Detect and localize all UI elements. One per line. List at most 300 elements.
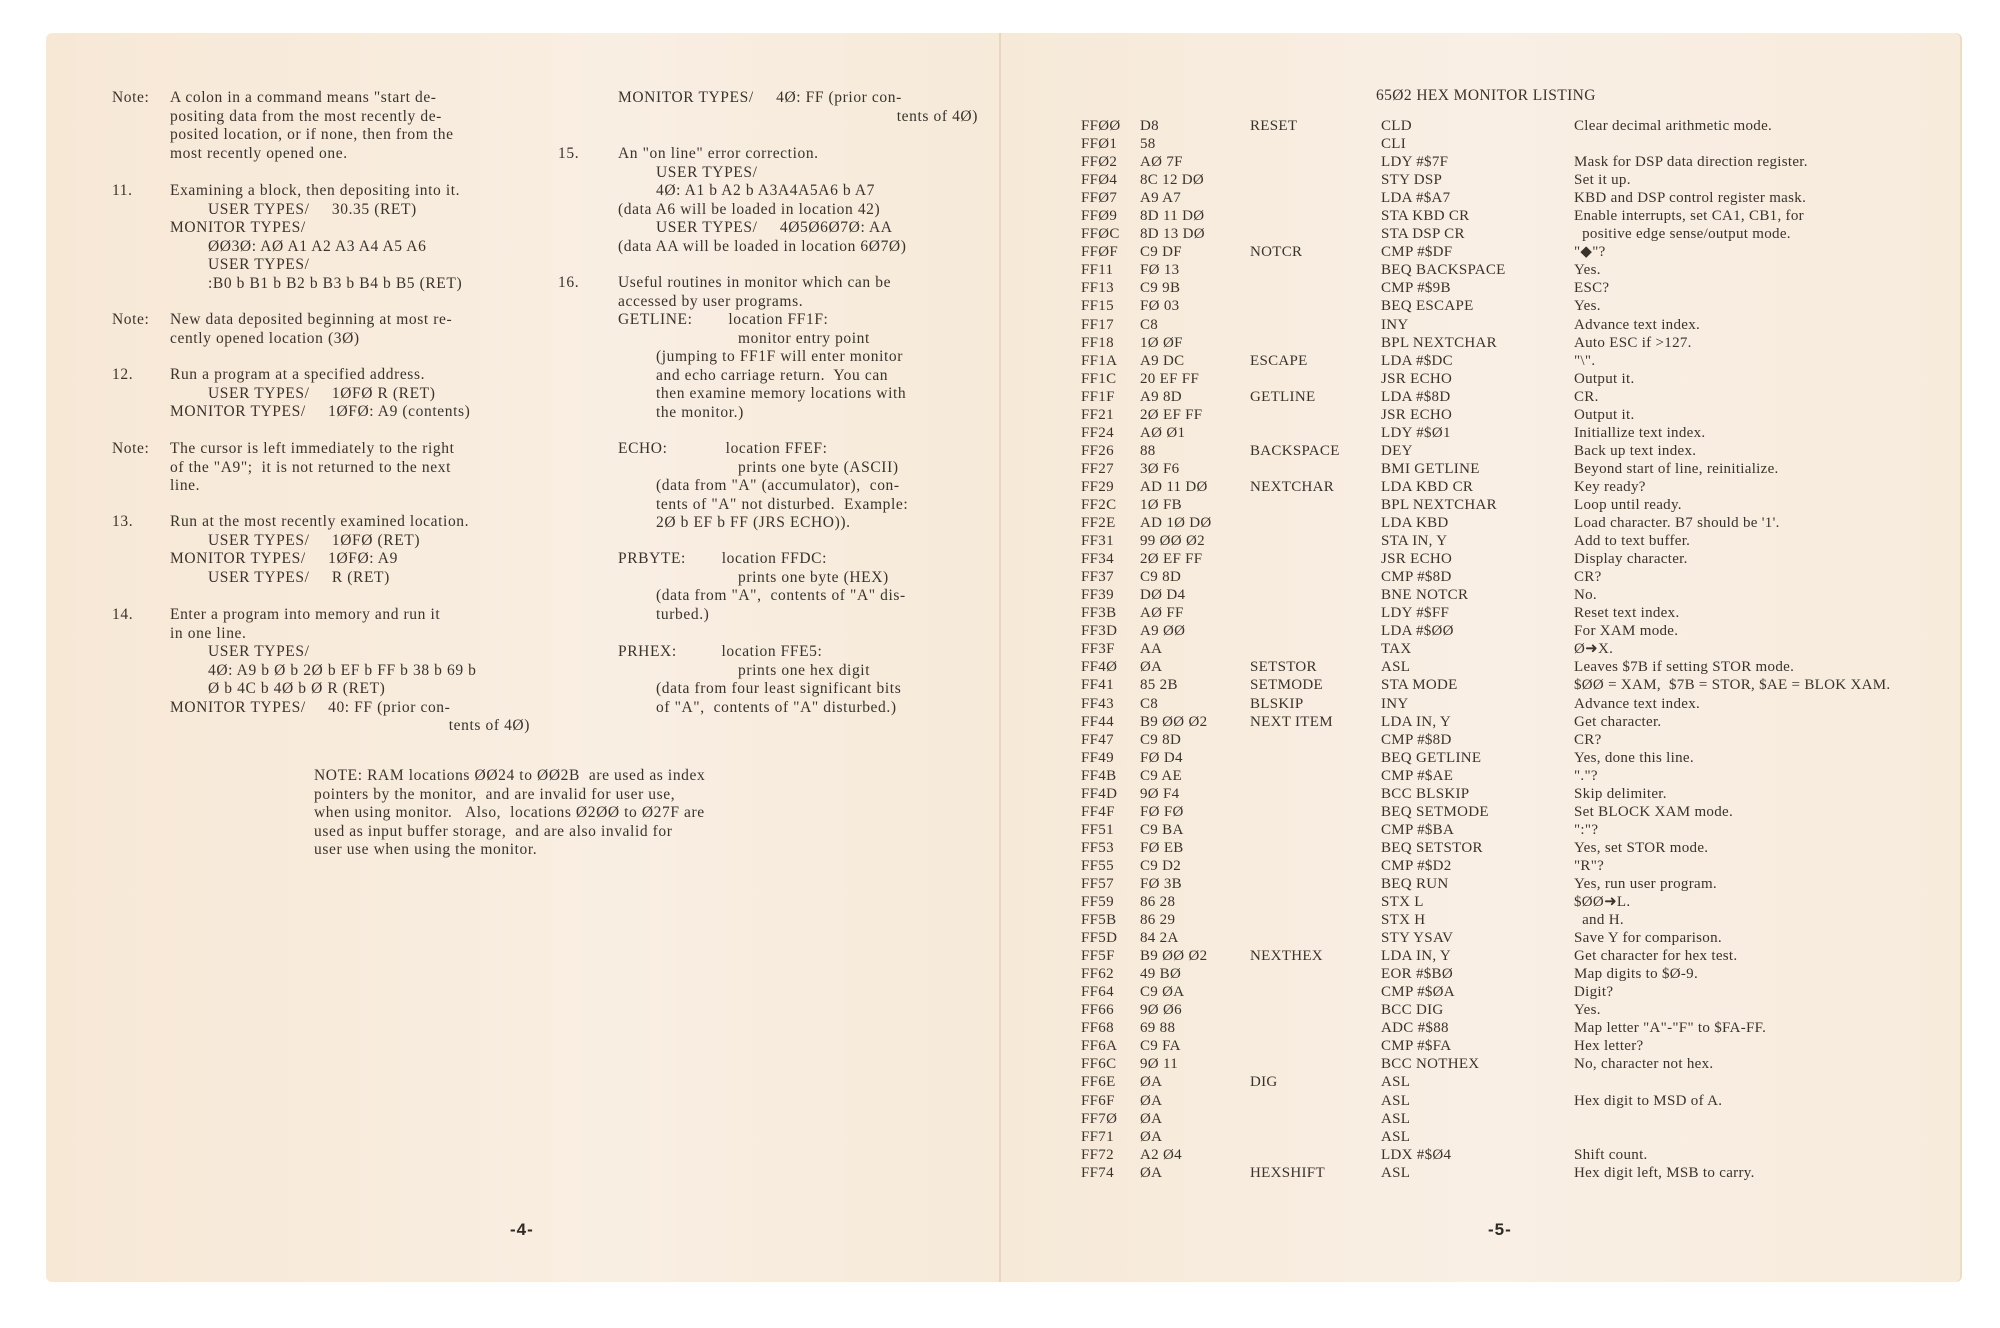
comment-cell: Map letter "A"-"F" to $FA-FF. bbox=[1574, 1020, 1767, 1037]
text-line: GETLINE: location FF1F: bbox=[618, 311, 829, 328]
comment-cell: Clear decimal arithmetic mode. bbox=[1574, 118, 1773, 134]
comment-cell: CR? bbox=[1574, 569, 1602, 586]
bytes-cell: 49 BØ bbox=[1140, 966, 1182, 983]
address-cell: FFØ2 bbox=[1081, 154, 1118, 171]
instruction-cell: BPL NEXTCHAR bbox=[1381, 496, 1497, 513]
address-cell: FF2E bbox=[1081, 515, 1116, 532]
text-line: prints one hex digit bbox=[738, 661, 871, 679]
comment-cell: $ØØ = XAM, $7B = STOR, $AE = BLOK XAM. bbox=[1574, 677, 1891, 694]
instruction-cell: JSR ECHO bbox=[1381, 406, 1453, 423]
instruction-cell: ASL bbox=[1381, 1092, 1411, 1109]
comment-cell: Enable interrupts, set CA1, CB1, for bbox=[1574, 208, 1804, 225]
text-line: (jumping to FF1F will enter monitor bbox=[656, 348, 904, 365]
text-line: USER TYPES/ bbox=[208, 643, 310, 660]
instruction-cell: INY bbox=[1381, 316, 1409, 333]
bytes-cell: FØ D4 bbox=[1140, 749, 1183, 766]
bytes-cell: 8D 13 DØ bbox=[1140, 226, 1205, 243]
listing-row bbox=[1081, 604, 1961, 622]
instruction-cell: ASL bbox=[1381, 659, 1411, 676]
text-line: monitor entry point bbox=[738, 329, 870, 347]
bytes-cell: 8C 12 DØ bbox=[1140, 172, 1205, 189]
address-cell: FF49 bbox=[1081, 749, 1114, 766]
text-line: (data AA will be loaded in location 6Ø7Ø) bbox=[618, 237, 907, 255]
listing-row bbox=[1081, 676, 1961, 694]
address-cell: FF64 bbox=[1081, 984, 1114, 1001]
address-cell: FF57 bbox=[1081, 875, 1114, 892]
bytes-cell: B9 ØØ Ø2 bbox=[1140, 948, 1208, 965]
listing-row bbox=[1081, 135, 1961, 153]
comment-cell: "R"? bbox=[1574, 857, 1605, 874]
comment-cell: Yes. bbox=[1574, 1002, 1601, 1019]
instruction-cell: LDY #$7F bbox=[1381, 154, 1449, 171]
label-cell: BLSKIP bbox=[1250, 695, 1304, 712]
address-cell: FF3D bbox=[1081, 623, 1118, 640]
text-line: PRHEX: location FFE5: bbox=[618, 643, 823, 660]
text-line: 4Ø: A9 b Ø b 2Ø b EF b FF b 38 b 69 b bbox=[208, 661, 477, 679]
comment-cell: Get character for hex test. bbox=[1574, 948, 1738, 965]
instruction-cell: EOR #$BØ bbox=[1381, 966, 1453, 983]
comment-cell: Yes, set STOR mode. bbox=[1574, 839, 1709, 856]
instruction-cell: LDA #$8D bbox=[1381, 388, 1451, 405]
address-cell: FF44 bbox=[1081, 713, 1114, 730]
listing-row bbox=[1081, 983, 1961, 1001]
text-line: prints one byte (ASCII) bbox=[738, 458, 899, 476]
label-cell: SETSTOR bbox=[1250, 659, 1317, 676]
listing-row bbox=[1081, 568, 1961, 586]
address-cell: FF7Ø bbox=[1081, 1110, 1118, 1127]
listing-row bbox=[1081, 785, 1961, 803]
bytes-cell: AD 11 DØ bbox=[1140, 478, 1208, 495]
address-cell: FF11 bbox=[1081, 262, 1114, 279]
listing-row bbox=[1081, 1164, 1961, 1182]
item-label: 13. bbox=[112, 513, 134, 530]
address-cell: FF4F bbox=[1081, 803, 1115, 820]
listing-row bbox=[1081, 875, 1961, 893]
hex-monitor-listing bbox=[1081, 117, 1961, 1182]
instruction-cell: ADC #$88 bbox=[1381, 1020, 1449, 1037]
text-line: of the "A9"; it is not returned to the next bbox=[170, 458, 451, 476]
bytes-cell: C9 AE bbox=[1140, 767, 1182, 784]
instruction-cell: CMP #$9B bbox=[1381, 280, 1451, 297]
listing-row bbox=[1081, 279, 1961, 297]
instruction-cell: BCC NOTHEX bbox=[1381, 1056, 1480, 1073]
instruction-cell: STA MODE bbox=[1381, 677, 1458, 694]
comment-cell: Output it. bbox=[1574, 370, 1635, 387]
comment-cell: Reset text index. bbox=[1574, 605, 1680, 622]
text-line: New data deposited beginning at most re- bbox=[170, 311, 453, 328]
comment-cell: Yes, done this line. bbox=[1574, 749, 1694, 766]
label-cell: BACKSPACE bbox=[1250, 442, 1340, 459]
text-line: Examining a block, then depositing into it. bbox=[170, 182, 461, 199]
instruction-cell: LDA #$DC bbox=[1381, 352, 1453, 369]
address-cell: FF6F bbox=[1081, 1092, 1115, 1109]
comment-cell: positive edge sense/output mode. bbox=[1574, 226, 1791, 243]
text-line: A colon in a command means "start de- bbox=[170, 89, 437, 106]
comment-cell: Set BLOCK XAM mode. bbox=[1574, 803, 1734, 820]
instruction-cell: JSR ECHO bbox=[1381, 370, 1453, 387]
comment-cell: Yes. bbox=[1574, 262, 1601, 279]
bytes-cell: AD 1Ø DØ bbox=[1140, 515, 1212, 532]
comment-cell: Initiallize text index. bbox=[1574, 424, 1706, 441]
address-cell: FF62 bbox=[1081, 966, 1114, 983]
address-cell: FF68 bbox=[1081, 1020, 1114, 1037]
comment-cell: No. bbox=[1574, 587, 1597, 604]
bytes-cell: 84 2A bbox=[1140, 930, 1179, 947]
bytes-cell: 58 bbox=[1140, 136, 1156, 153]
text-line: USER TYPES/ 4Ø5Ø6Ø7Ø: AA bbox=[656, 219, 893, 236]
text-line: 4Ø: A1 b A2 b A3A4A5A6 b A7 bbox=[656, 182, 876, 199]
bytes-cell: C9 ØA bbox=[1140, 984, 1185, 1001]
address-cell: FF13 bbox=[1081, 280, 1114, 297]
instruction-cell: BEQ BACKSPACE bbox=[1381, 262, 1506, 279]
instruction-cell: ASL bbox=[1381, 1128, 1411, 1145]
address-cell: FF66 bbox=[1081, 1002, 1114, 1019]
listing-row bbox=[1081, 297, 1961, 315]
page-number-left: -4- bbox=[510, 1220, 534, 1239]
address-cell: FF5B bbox=[1081, 912, 1117, 929]
address-cell: FF1F bbox=[1081, 388, 1115, 405]
listing-row bbox=[1081, 695, 1961, 713]
comment-cell: "◆"? bbox=[1574, 244, 1606, 261]
label-cell: NEXTCHAR bbox=[1250, 478, 1335, 495]
bytes-cell: C9 8D bbox=[1140, 731, 1182, 748]
bytes-cell: ØA bbox=[1140, 1128, 1163, 1145]
bytes-cell: A9 8D bbox=[1140, 388, 1182, 405]
label-cell: DIG bbox=[1250, 1074, 1278, 1091]
instruction-cell: CMP #$8D bbox=[1381, 731, 1452, 748]
instruction-cell: LDY #$FF bbox=[1381, 605, 1450, 622]
comment-cell: Leaves $7B if setting STOR mode. bbox=[1574, 659, 1795, 676]
text-line: USER TYPES/ 1ØFØ R (RET) bbox=[208, 384, 436, 402]
instruction-cell: ASL bbox=[1381, 1074, 1411, 1091]
text-line: Run a program at a specified address. bbox=[170, 366, 426, 383]
instruction-cell: LDA IN, Y bbox=[1381, 713, 1452, 730]
address-cell: FF27 bbox=[1081, 460, 1114, 477]
text-line: ECHO: location FFEF: bbox=[618, 440, 828, 457]
instruction-cell: BEQ SETMODE bbox=[1381, 803, 1489, 820]
text-line: in one line. bbox=[170, 624, 247, 642]
instruction-cell: BEQ RUN bbox=[1381, 875, 1449, 892]
listing-row bbox=[1081, 658, 1961, 676]
address-cell: FFØ9 bbox=[1081, 208, 1118, 225]
comment-cell: Load character. B7 should be '1'. bbox=[1574, 515, 1780, 532]
item-label: 11. bbox=[112, 182, 133, 199]
bytes-cell: FØ 13 bbox=[1140, 262, 1180, 279]
text-line: Enter a program into memory and run it bbox=[170, 606, 441, 623]
text-line: USER TYPES/ bbox=[656, 163, 758, 181]
address-cell: FFØC bbox=[1081, 226, 1120, 243]
listing-row bbox=[1081, 189, 1961, 207]
listing-row bbox=[1081, 749, 1961, 767]
listing-row bbox=[1081, 460, 1961, 478]
address-cell: FFØØ bbox=[1081, 118, 1121, 134]
label-cell: HEXSHIFT bbox=[1250, 1164, 1325, 1181]
listing-row bbox=[1081, 839, 1961, 857]
instruction-cell: CLI bbox=[1381, 136, 1407, 153]
listing-row bbox=[1081, 117, 1961, 135]
address-cell: FF15 bbox=[1081, 298, 1114, 315]
instruction-cell: LDX #$Ø4 bbox=[1381, 1146, 1452, 1163]
comment-cell: Hex digit to MSD of A. bbox=[1574, 1092, 1723, 1109]
address-cell: FF59 bbox=[1081, 894, 1114, 911]
address-cell: FF47 bbox=[1081, 731, 1114, 748]
listing-row bbox=[1081, 1037, 1961, 1055]
bytes-cell: C9 9B bbox=[1140, 280, 1181, 297]
bytes-cell: 88 bbox=[1140, 442, 1156, 459]
comment-cell: Output it. bbox=[1574, 406, 1635, 423]
bytes-cell: FØ EB bbox=[1140, 839, 1184, 856]
text-line: tents of 4Ø) bbox=[448, 717, 530, 734]
bytes-cell: FØ 3B bbox=[1140, 875, 1182, 892]
listing-row bbox=[1081, 713, 1961, 731]
listing-row bbox=[1081, 586, 1961, 604]
address-cell: FF53 bbox=[1081, 839, 1114, 856]
listing-row bbox=[1081, 478, 1961, 496]
comment-cell: Display character. bbox=[1574, 551, 1688, 568]
comment-cell: Add to text buffer. bbox=[1574, 533, 1691, 550]
text-line: USER TYPES/ 1ØFØ (RET) bbox=[208, 531, 421, 549]
text-line: posited location, or if none, then from the bbox=[170, 126, 454, 143]
listing-row bbox=[1081, 803, 1961, 821]
bytes-cell: 1Ø ØF bbox=[1140, 334, 1183, 351]
address-cell: FFØ4 bbox=[1081, 172, 1118, 189]
address-cell: FF1C bbox=[1081, 370, 1117, 387]
comment-cell: Hex letter? bbox=[1574, 1038, 1644, 1055]
address-cell: FF26 bbox=[1081, 442, 1114, 459]
bytes-cell: C8 bbox=[1140, 316, 1159, 333]
label-cell: ESCAPE bbox=[1250, 352, 1308, 369]
text-line: PRBYTE: location FFDC: bbox=[618, 550, 828, 567]
instruction-cell: CMP #$8D bbox=[1381, 569, 1452, 586]
instruction-cell: BEQ ESCAPE bbox=[1381, 298, 1474, 315]
bytes-cell: AØ 7F bbox=[1140, 154, 1183, 171]
label-cell: RESET bbox=[1250, 118, 1298, 134]
bytes-cell: FØ FØ bbox=[1140, 803, 1184, 820]
text-line: the monitor.) bbox=[656, 403, 744, 421]
bytes-cell: ØA bbox=[1140, 1110, 1163, 1127]
text-line: MONITOR TYPES/ bbox=[170, 219, 306, 236]
comment-cell: Yes, run user program. bbox=[1574, 875, 1717, 892]
address-cell: FF2C bbox=[1081, 496, 1117, 513]
bytes-cell: A9 ØØ bbox=[1140, 623, 1186, 640]
text-line: ØØ3Ø: AØ A1 A2 A3 A4 A5 A6 bbox=[208, 237, 427, 255]
instruction-cell: STY YSAV bbox=[1381, 930, 1454, 947]
address-cell: FF72 bbox=[1081, 1146, 1114, 1163]
listing-row bbox=[1081, 767, 1961, 785]
comment-cell: Key ready? bbox=[1574, 478, 1646, 495]
address-cell: FF71 bbox=[1081, 1128, 1114, 1145]
label-cell: GETLINE bbox=[1250, 388, 1316, 405]
comment-cell: Digit? bbox=[1574, 984, 1614, 1001]
instruction-cell: CLD bbox=[1381, 118, 1412, 134]
bytes-cell: 86 28 bbox=[1140, 894, 1176, 911]
instruction-cell: LDA #$ØØ bbox=[1381, 623, 1454, 640]
instruction-cell: STA KBD CR bbox=[1381, 208, 1470, 225]
address-cell: FF3B bbox=[1081, 605, 1117, 622]
text-line: The cursor is left immediately to the right bbox=[170, 440, 455, 457]
listing-row bbox=[1081, 171, 1961, 189]
instruction-cell: STX H bbox=[1381, 912, 1426, 929]
bytes-cell: 69 88 bbox=[1140, 1020, 1176, 1037]
instruction-cell: ASL bbox=[1381, 1110, 1411, 1127]
instruction-cell: INY bbox=[1381, 695, 1409, 712]
address-cell: FF6A bbox=[1081, 1038, 1118, 1055]
listing-row bbox=[1081, 316, 1961, 334]
bytes-cell: AØ Ø1 bbox=[1140, 424, 1186, 441]
comment-cell: Mask for DSP data direction register. bbox=[1574, 154, 1808, 171]
instruction-cell: DEY bbox=[1381, 442, 1413, 459]
listing-row bbox=[1081, 225, 1961, 243]
address-cell: FF6E bbox=[1081, 1074, 1116, 1091]
listing-title: 65Ø2 HEX MONITOR LISTING bbox=[1376, 87, 1596, 104]
note-line: NOTE: RAM locations ØØ24 to ØØ2B are used as index bbox=[314, 767, 706, 784]
listing-row bbox=[1081, 550, 1961, 568]
listing-row bbox=[1081, 207, 1961, 225]
comment-cell: Advance text index. bbox=[1574, 316, 1701, 333]
instruction-cell: BEQ GETLINE bbox=[1381, 749, 1482, 766]
comment-cell: KBD and DSP control register mask. bbox=[1574, 190, 1807, 207]
address-cell: FF4D bbox=[1081, 785, 1118, 802]
listing-row bbox=[1081, 1073, 1961, 1091]
listing-row bbox=[1081, 1110, 1961, 1128]
note-line: user use when using the monitor. bbox=[314, 841, 538, 858]
comment-cell: Back up text index. bbox=[1574, 442, 1697, 459]
listing-row bbox=[1081, 334, 1961, 352]
comment-cell: For XAM mode. bbox=[1574, 623, 1679, 640]
listing-row bbox=[1081, 1128, 1961, 1146]
address-cell: FF43 bbox=[1081, 695, 1114, 712]
address-cell: FFØ7 bbox=[1081, 190, 1118, 207]
comment-cell: Beyond start of line, reinitialize. bbox=[1574, 460, 1779, 477]
bytes-cell: B9 ØØ Ø2 bbox=[1140, 713, 1208, 730]
instruction-cell: LDA #$A7 bbox=[1381, 190, 1451, 207]
instruction-cell: BCC DIG bbox=[1381, 1002, 1444, 1019]
text-line: (data from "A" (accumulator), con- bbox=[656, 477, 900, 494]
comment-cell: Get character. bbox=[1574, 713, 1662, 730]
listing-row bbox=[1081, 893, 1961, 911]
address-cell: FF21 bbox=[1081, 406, 1114, 423]
text-line: turbed.) bbox=[656, 605, 710, 623]
address-cell: FF4Ø bbox=[1081, 659, 1118, 676]
listing-row bbox=[1081, 1092, 1961, 1110]
text-line: positing data from the most recently de- bbox=[170, 107, 442, 125]
bytes-cell: FØ 03 bbox=[1140, 298, 1180, 315]
bytes-cell: 3Ø F6 bbox=[1140, 460, 1180, 477]
instruction-cell: CMP #$AE bbox=[1381, 767, 1454, 784]
text-line: cently opened location (3Ø) bbox=[170, 329, 360, 347]
text-line: Ø b 4C b 4Ø b Ø R (RET) bbox=[208, 680, 386, 697]
text-line: MONITOR TYPES/ 40: FF (prior con- bbox=[170, 698, 451, 716]
address-cell: FF37 bbox=[1081, 569, 1114, 586]
listing-row bbox=[1081, 1001, 1961, 1019]
text-line: tents of "A" not disturbed. Example: bbox=[656, 495, 909, 513]
label-cell: NEXTHEX bbox=[1250, 948, 1323, 965]
text-line: of "A", contents of "A" disturbed.) bbox=[656, 698, 897, 716]
listing-row bbox=[1081, 424, 1961, 442]
comment-cell: Auto ESC if >127. bbox=[1574, 334, 1692, 351]
text-line: USER TYPES/ R (RET) bbox=[208, 568, 390, 586]
text-line: MONITOR TYPES/ 1ØFØ: A9 (contents) bbox=[170, 403, 471, 420]
bytes-cell: 99 ØØ Ø2 bbox=[1140, 533, 1205, 550]
listing-row bbox=[1081, 929, 1961, 947]
comment-cell: CR. bbox=[1574, 388, 1599, 405]
item-label: Note: bbox=[112, 440, 150, 457]
comment-cell: Advance text index. bbox=[1574, 695, 1701, 712]
instruction-cell: BCC BLSKIP bbox=[1381, 785, 1470, 802]
comment-cell: Save Y for comparison. bbox=[1574, 930, 1722, 947]
address-cell: FF29 bbox=[1081, 478, 1114, 495]
bytes-cell: 8D 11 DØ bbox=[1140, 208, 1205, 225]
text-line: 2Ø b EF b FF (JRS ECHO)). bbox=[656, 514, 851, 531]
comment-cell: Map digits to $Ø-9. bbox=[1574, 966, 1699, 983]
text-line: then examine memory locations with bbox=[656, 385, 907, 402]
comment-cell: and H. bbox=[1574, 912, 1624, 929]
instruction-cell: STY DSP bbox=[1381, 172, 1443, 189]
address-cell: FF6C bbox=[1081, 1056, 1117, 1073]
address-cell: FF4B bbox=[1081, 767, 1117, 784]
ram-note bbox=[314, 767, 705, 860]
instruction-cell: LDA IN, Y bbox=[1381, 948, 1452, 965]
text-line: most recently opened one. bbox=[170, 144, 348, 162]
address-cell: FF74 bbox=[1081, 1164, 1114, 1181]
text-line: prints one byte (HEX) bbox=[738, 568, 889, 586]
comment-cell: "\". bbox=[1574, 352, 1596, 369]
item-label: 15. bbox=[558, 145, 580, 162]
comment-cell: Set it up. bbox=[1574, 172, 1631, 189]
bytes-cell: A2 Ø4 bbox=[1140, 1146, 1182, 1163]
listing-row bbox=[1081, 947, 1961, 965]
address-cell: FF17 bbox=[1081, 316, 1114, 333]
instruction-cell: CMP #$FA bbox=[1381, 1038, 1452, 1055]
comment-cell: Yes. bbox=[1574, 298, 1601, 315]
item-label: 12. bbox=[112, 366, 134, 383]
listing-row bbox=[1081, 153, 1961, 171]
bytes-cell: A9 A7 bbox=[1140, 190, 1182, 207]
bytes-cell: C9 DF bbox=[1140, 244, 1182, 261]
bytes-cell: 20 EF FF bbox=[1140, 370, 1200, 387]
bytes-cell: AØ FF bbox=[1140, 605, 1184, 622]
instruction-cell: ASL bbox=[1381, 1164, 1411, 1181]
listing-row bbox=[1081, 965, 1961, 983]
text-line: USER TYPES/ 30.35 (RET) bbox=[208, 200, 417, 218]
label-cell: SETMODE bbox=[1250, 677, 1323, 694]
instruction-cell: LDA KBD CR bbox=[1381, 478, 1474, 495]
listing-row bbox=[1081, 406, 1961, 424]
note-line: used as input buffer storage, and are also invalid for bbox=[314, 822, 673, 840]
text-line: MONITOR TYPES/ 4Ø: FF (prior con- bbox=[618, 89, 902, 106]
item-label: 16. bbox=[558, 274, 580, 291]
bytes-cell: D8 bbox=[1140, 118, 1159, 134]
text-line: USER TYPES/ bbox=[208, 256, 310, 273]
instruction-cell: STA DSP CR bbox=[1381, 226, 1465, 243]
address-cell: FFØ1 bbox=[1081, 136, 1118, 153]
instruction-cell: CMP #$BA bbox=[1381, 821, 1455, 838]
page-gutter bbox=[999, 33, 1001, 1282]
text-line: (data A6 will be loaded in location 42) bbox=[618, 200, 881, 218]
instruction-cell: CMP #$D2 bbox=[1381, 857, 1452, 874]
bytes-cell: 9Ø 11 bbox=[1140, 1056, 1179, 1073]
listing-row bbox=[1081, 532, 1961, 550]
comment-cell: No, character not hex. bbox=[1574, 1056, 1714, 1073]
listing-row bbox=[1081, 1146, 1961, 1164]
listing-row bbox=[1081, 731, 1961, 749]
address-cell: FF55 bbox=[1081, 857, 1114, 874]
label-cell: NEXT ITEM bbox=[1250, 713, 1333, 730]
listing-row bbox=[1081, 388, 1961, 406]
text-line: accessed by user programs. bbox=[618, 292, 804, 310]
text-line: tents of 4Ø) bbox=[896, 107, 978, 125]
listing-row bbox=[1081, 1055, 1961, 1073]
